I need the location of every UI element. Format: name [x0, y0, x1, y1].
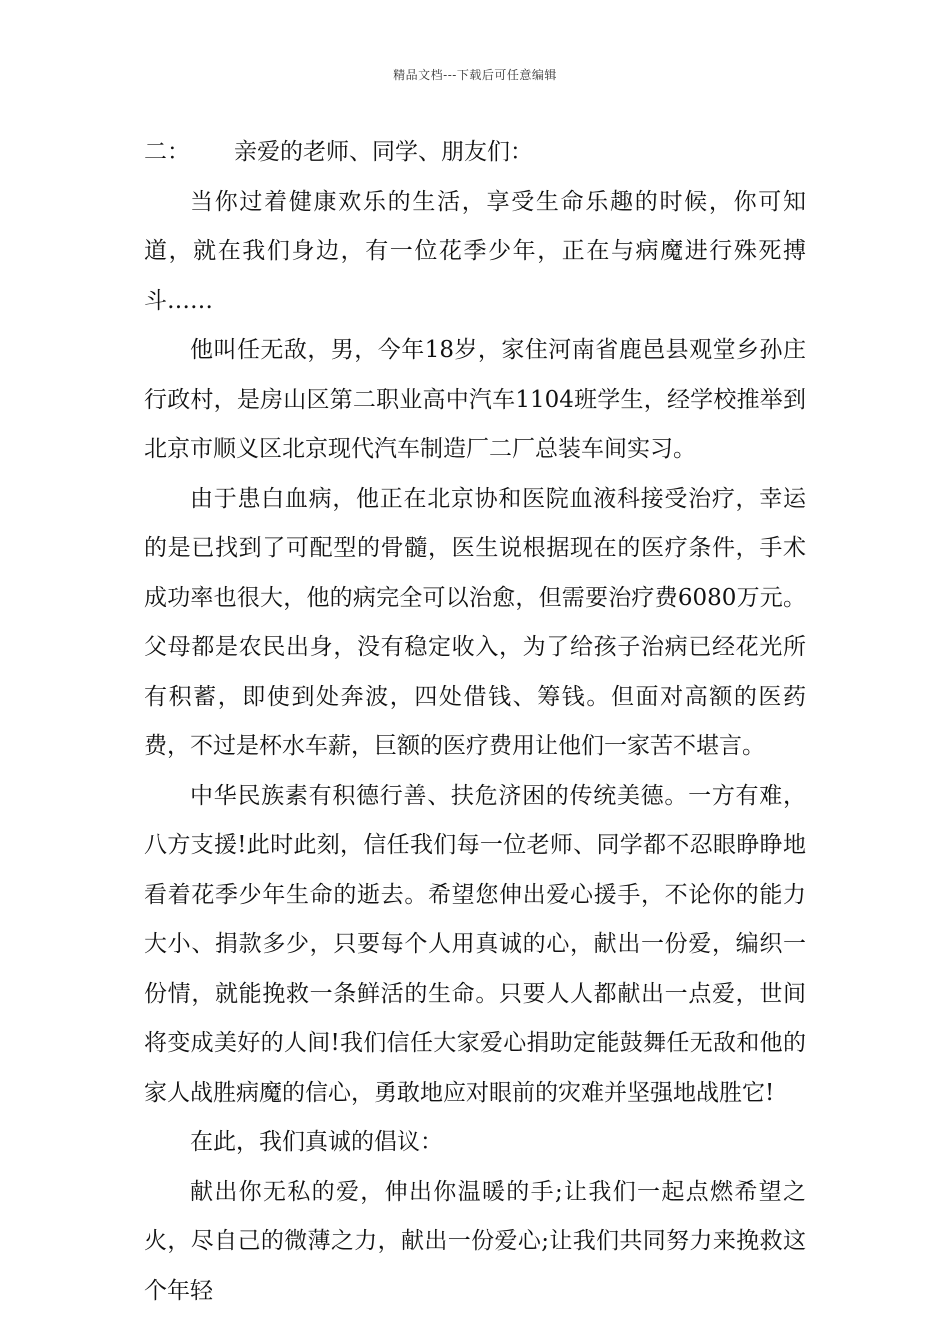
greeting-line: [144, 128, 806, 178]
paragraph-illness: 由于患白血病，他正在北京协和医院血液科接受治疗，幸运的是已找到了可配型的骨髓，医生说根据现在的医疗条件，手术成功率也很大，他的病完全可以治愈，但需要治疗费6080万元。父母都是农民出身，没有稳定收入，为了给孩子治病已经花光所有积蓄，即使到处奔波，四处借钱、筹钱。但面对高额的医药费，不过是杯水车薪，巨额的医疗费用让他们一家苦不堪言。: [144, 485, 806, 759]
section-number: 二：: [144, 139, 190, 165]
document-body: [144, 128, 806, 1316]
paragraph-student-info: 他叫任无敌，男，今年18岁，家住河南省鹿邑县观堂乡孙庄行政村，是房山区第二职业高中汽车1104班学生，经学校推举到北京市顺义区北京现代汽车制造厂二厂总装车间实习。: [144, 337, 806, 462]
paragraph-appeal: 中华民族素有积德行善、扶危济困的传统美德。一方有难，八方支援!此时此刻，信任我们每一位老师、同学都不忍眼睁睁地看着花季少年生命的逝去。希望您伸出爱心援手，不论你的能力大小、捐款多少，只要每个人用真诚的心，献出一份爱，编织一份情，就能挽救一条鲜活的生命。只要人人都献出一点爱，世间将变成美好的人间!我们信任大家爱心捐助定能鼓舞任无敌和他的家人战胜病魔的信心，勇敢地应对眼前的灾难并坚强地战胜它!: [144, 782, 806, 1106]
paragraph-proposal-heading: 在此，我们真诚的倡议：: [190, 1129, 443, 1155]
salutation: 亲爱的老师、同学、朋友们：: [234, 139, 533, 165]
paragraph-proposal: 献出你无私的爱，伸出你温暖的手;让我们一起点燃希望之火，尽自己的微薄之力，献出一份爱心;让我们共同努力来挽救这个年轻: [144, 1178, 806, 1304]
paragraph-intro: 当你过着健康欢乐的生活，享受生命乐趣的时候，你可知道，就在我们身边，有一位花季少年，正在与病魔进行殊死搏斗……: [144, 188, 806, 314]
header-note: 精品文档---下载后可任意编辑: [393, 68, 557, 82]
